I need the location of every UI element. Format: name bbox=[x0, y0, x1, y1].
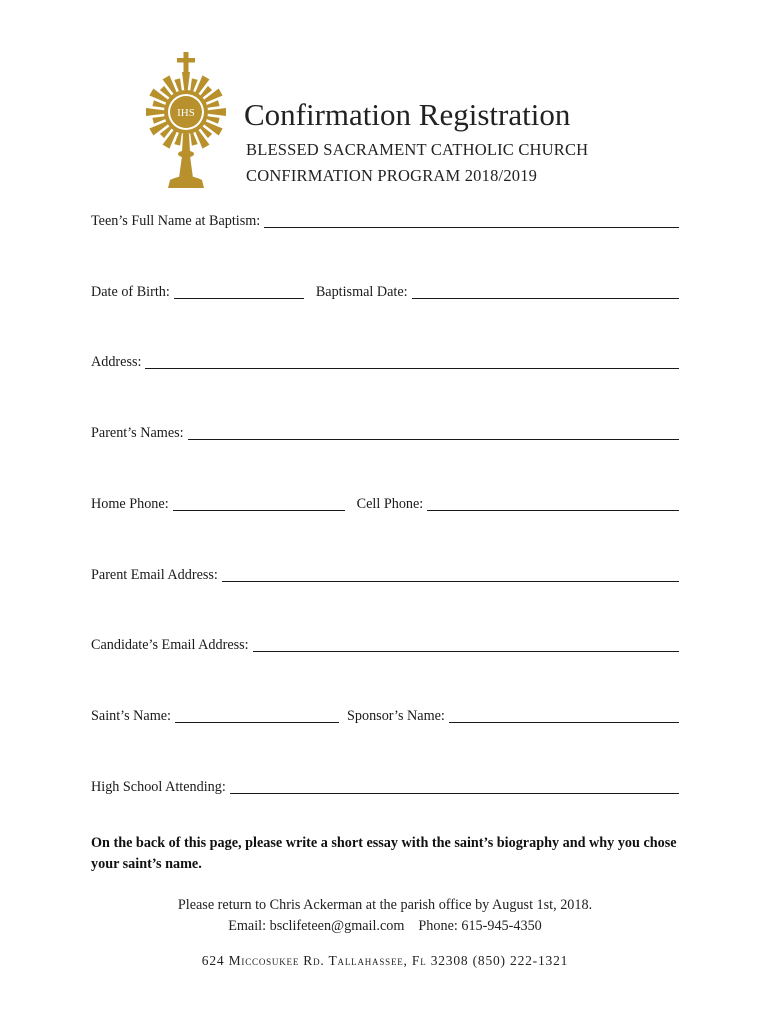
high-school-label: High School Attending: bbox=[91, 779, 226, 795]
parent-email-row bbox=[91, 564, 679, 584]
program-name: CONFIRMATION PROGRAM 2018/2019 bbox=[246, 166, 538, 185]
sponsors-name-label: Sponsor’s Name: bbox=[347, 708, 445, 724]
essay-instructions: On the back of this page, please write a short essay with the saint’s biography and why you chose your saint’s name. bbox=[91, 835, 677, 872]
return-instructions: Please return to Chris Ackerman at the parish office by August 1st, 2018. bbox=[177, 897, 593, 913]
candidate-email-row bbox=[91, 634, 679, 654]
contact-phone: Phone: 615-945-4350 bbox=[418, 918, 542, 934]
logo-ihs-text: IHS bbox=[177, 107, 195, 119]
full-name-label: Teen’s Full Name at Baptism: bbox=[91, 213, 261, 229]
address-field[interactable] bbox=[145, 354, 679, 369]
address-row bbox=[91, 351, 679, 371]
phones-row bbox=[91, 493, 679, 513]
parents-names-field[interactable] bbox=[188, 425, 679, 440]
monstrance-logo-icon bbox=[144, 50, 228, 192]
saint-sponsor-row bbox=[91, 705, 679, 725]
parents-names-label: Parent’s Names: bbox=[91, 425, 184, 441]
high-school-field[interactable] bbox=[230, 779, 679, 794]
high-school-row bbox=[91, 776, 679, 796]
parent-email-label: Parent Email Address: bbox=[91, 567, 218, 583]
cell-phone-label: Cell Phone: bbox=[356, 496, 424, 512]
full-name-field[interactable] bbox=[264, 213, 679, 228]
baptismal-date-label: Baptismal Date: bbox=[315, 284, 408, 300]
baptismal-date-field[interactable] bbox=[412, 284, 679, 299]
parents-names-row bbox=[91, 422, 679, 442]
home-phone-field[interactable] bbox=[173, 496, 345, 511]
sponsors-name-field[interactable] bbox=[449, 708, 679, 723]
full-name-row bbox=[91, 210, 679, 230]
home-phone-label: Home Phone: bbox=[91, 496, 169, 512]
address-label: Address: bbox=[91, 354, 142, 370]
page-title: Confirmation Registration bbox=[244, 97, 571, 132]
saints-name-label: Saint’s Name: bbox=[91, 708, 171, 724]
contact-line bbox=[0, 917, 770, 935]
dob-field[interactable] bbox=[174, 284, 304, 299]
church-name: BLESSED SACRAMENT CATHOLIC CHURCH bbox=[246, 140, 589, 159]
contact-email: Email: bsclifeteen@gmail.com bbox=[228, 918, 405, 934]
candidate-email-label: Candidate’s Email Address: bbox=[91, 637, 249, 653]
cell-phone-field[interactable] bbox=[427, 496, 679, 511]
dates-row bbox=[91, 281, 679, 301]
church-address: 624 Miccosukee Rd. Tallahassee, Fl 32308 (850) 222-1321 bbox=[201, 953, 569, 968]
dob-label: Date of Birth: bbox=[91, 284, 170, 300]
parent-email-field[interactable] bbox=[222, 567, 679, 582]
candidate-email-field[interactable] bbox=[253, 637, 679, 652]
saints-name-field[interactable] bbox=[175, 708, 339, 723]
